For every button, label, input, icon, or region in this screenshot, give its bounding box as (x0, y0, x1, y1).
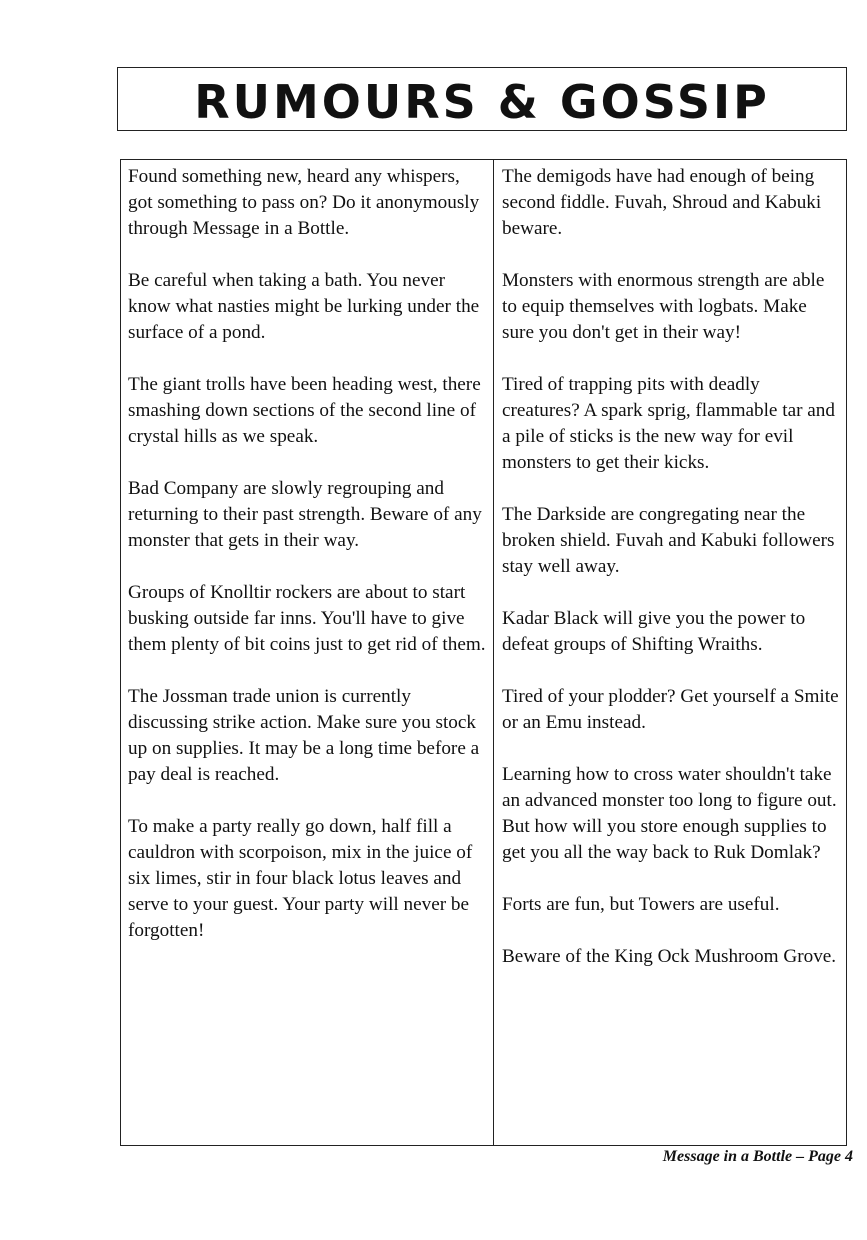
rumour-item: Tired of trapping pits with deadly creatures? A spark sprig, flammable tar and a pile of sticks is the new way for evil monsters to get their kicks. (502, 374, 835, 473)
rumours-table (120, 159, 847, 1146)
rumour-item: Kadar Black will give you the power to defeat groups of Shifting Wraiths. (502, 608, 806, 655)
rumour-item: Forts are fun, but Towers are useful. (502, 894, 780, 915)
title-banner (117, 67, 847, 131)
rumour-item: The demigods have had enough of being second fiddle. Fuvah, Shroud and Kabuki beware. (502, 166, 822, 239)
page-title: RUMOURS & GOSSIP (194, 75, 770, 129)
rumour-item: Found something new, heard any whispers, got something to pass on? Do it anonymously through Message in a Bottle. (128, 166, 480, 239)
rumour-item: To make a party really go down, half fill a cauldron with scorpoison, mix in the juice of six limes, stir in four black lotus leaves and serve to your guest. Your party will never be forgotten! (128, 816, 473, 941)
left-column (121, 160, 494, 1145)
page-footer: Message in a Bottle – Page 4 (662, 1148, 853, 1165)
rumour-item: The Darkside are congregating near the broken shield. Fuvah and Kabuki followers stay well away. (502, 504, 835, 577)
rumour-item: Learning how to cross water shouldn't take an advanced monster too long to figure out. But how will you store enough supplies to get you all the way back to Ruk Domlak? (502, 764, 837, 863)
rumour-item: Be careful when taking a bath. You never know what nasties might be lurking under the surface of a pond. (128, 270, 480, 343)
rumour-item: Monsters with enormous strength are able to equip themselves with logbats. Make sure you don't get in their way! (502, 270, 825, 343)
rumour-item: The giant trolls have been heading west, there smashing down sections of the second line of crystal hills as we speak. (128, 374, 481, 447)
rumour-item: Tired of your plodder? Get yourself a Smite or an Emu instead. (502, 686, 839, 733)
right-column (494, 160, 846, 1145)
rumour-item: Beware of the King Ock Mushroom Grove. (502, 946, 837, 967)
rumour-item: The Jossman trade union is currently discussing strike action. Make sure you stock up on supplies. It may be a long time before a pay deal is reached. (128, 686, 480, 785)
rumour-item: Groups of Knolltir rockers are about to start busking outside far inns. You'll have to give them plenty of bit coins just to get rid of them. (128, 582, 486, 655)
rumour-item: Bad Company are slowly regrouping and returning to their past strength. Beware of any monster that gets in their way. (128, 478, 482, 551)
